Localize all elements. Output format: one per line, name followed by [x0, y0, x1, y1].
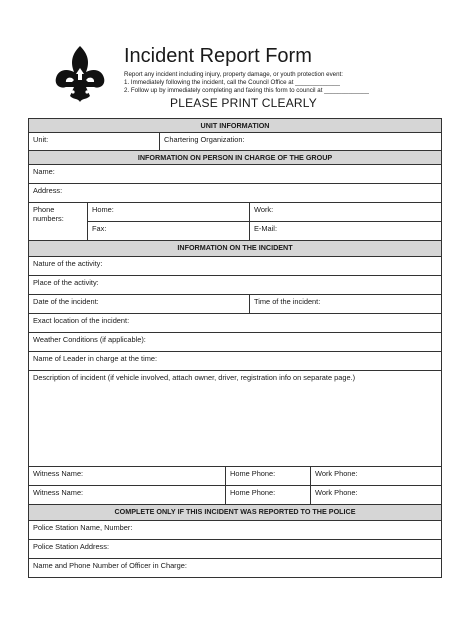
chartering-organization-field[interactable]: Chartering Organization: [160, 133, 442, 151]
witness-work-phone-field-2[interactable]: Work Phone: [311, 486, 442, 505]
section-police-report: COMPLETE ONLY IF THIS INCIDENT WAS REPORTED TO THE POLICE [29, 505, 442, 521]
address-field[interactable]: Address: [29, 184, 442, 203]
email-field[interactable]: E-Mail: [250, 222, 442, 241]
instructions-line-3: 2. Follow up by immediately completing and faxing this form to council at _____________ [124, 87, 369, 94]
officer-in-charge-field[interactable]: Name and Phone Number of Officer in Charge: [29, 559, 442, 578]
instructions-line-1: Report any incident including injury, property damage, or youth protection event: [124, 71, 343, 78]
phone-numbers-label: Phone numbers: [29, 203, 88, 241]
weather-conditions-field[interactable]: Weather Conditions (if applicable): [29, 333, 442, 352]
section-incident-information: INFORMATION ON THE INCIDENT [29, 241, 442, 257]
unit-field[interactable]: Unit: [29, 133, 160, 151]
name-field[interactable]: Name: [29, 165, 442, 184]
witness-name-field-1[interactable]: Witness Name: [29, 467, 226, 486]
nature-of-activity-field[interactable]: Nature of the activity: [29, 257, 442, 276]
date-of-incident-field[interactable]: Date of the incident: [29, 295, 250, 314]
fleur-de-lis-emblem-icon [52, 44, 108, 106]
police-station-address-field[interactable]: Police Station Address: [29, 540, 442, 559]
fax-field[interactable]: Fax: [88, 222, 250, 241]
leader-in-charge-field[interactable]: Name of Leader in charge at the time: [29, 352, 442, 371]
police-station-name-field[interactable]: Police Station Name, Number: [29, 521, 442, 540]
section-unit-information: UNIT INFORMATION [29, 119, 442, 133]
incident-description-field[interactable]: Description of incident (if vehicle involved, attach owner, driver, registration info on separate page.) [29, 371, 442, 467]
witness-name-field-2[interactable]: Witness Name: [29, 486, 226, 505]
home-phone-field[interactable]: Home: [88, 203, 250, 222]
form-title: Incident Report Form [124, 45, 312, 67]
work-phone-field[interactable]: Work: [250, 203, 442, 222]
time-of-incident-field[interactable]: Time of the incident: [250, 295, 442, 314]
instructions-line-2: 1. Immediately following the incident, call the Council Office at _____________ [124, 79, 340, 86]
witness-home-phone-field-2[interactable]: Home Phone: [226, 486, 311, 505]
place-of-activity-field[interactable]: Place of the activity: [29, 276, 442, 295]
print-clearly-notice: PLEASE PRINT CLEARLY [170, 96, 317, 110]
section-person-in-charge: INFORMATION ON PERSON IN CHARGE OF THE GROUP [29, 151, 442, 165]
exact-location-field[interactable]: Exact location of the incident: [29, 314, 442, 333]
incident-report-table [28, 118, 442, 578]
witness-work-phone-field-1[interactable]: Work Phone: [311, 467, 442, 486]
witness-home-phone-field-1[interactable]: Home Phone: [226, 467, 311, 486]
